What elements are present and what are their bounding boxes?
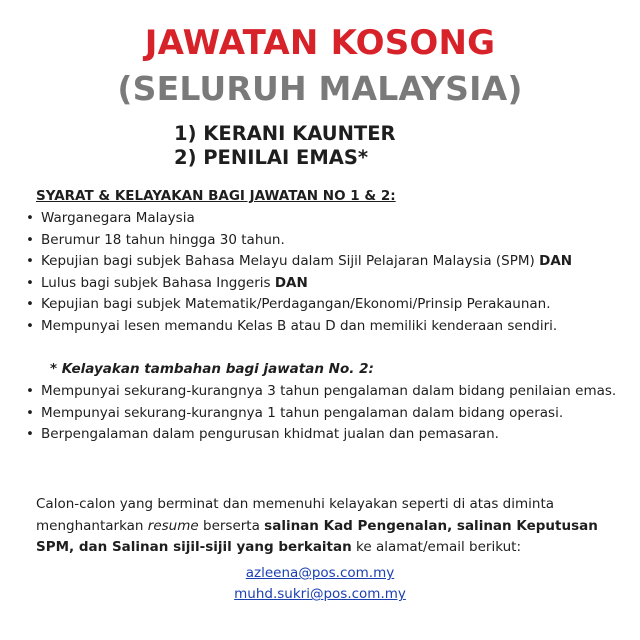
list-item <box>24 251 624 273</box>
requirement-text: Berumur 18 tahun hingga 30 tahun. <box>41 231 285 248</box>
bullet-icon: • <box>26 274 34 291</box>
email-contacts <box>0 563 640 605</box>
requirement-text: Warganegara Malaysia <box>41 210 195 226</box>
closing-text: ke alamat/email berikut: <box>351 539 522 555</box>
requirement-emphasis: DAN <box>274 274 308 291</box>
position-item: 2) PENILAI EMAS* <box>174 146 369 169</box>
bullet-icon: • <box>26 210 34 226</box>
bullet-icon: • <box>26 253 34 269</box>
list-item <box>24 424 624 446</box>
extra-requirements-heading: * Kelayakan tambahan bagi jawatan No. 2: <box>50 361 374 377</box>
extra-requirement-text: Berpengalaman dalam pengurusan khidmat jualan dan pemasaran. <box>41 426 499 442</box>
requirement-text: Mempunyai lesen memandu Kelas B atau D dan memiliki kenderaan sendiri. <box>41 317 558 334</box>
list-item <box>24 316 624 338</box>
closing-text: berserta <box>198 517 265 534</box>
list-item <box>24 403 624 425</box>
list-item <box>24 208 624 230</box>
bullet-icon: • <box>26 404 34 421</box>
email-link[interactable]: azleena@pos.com.my <box>245 565 395 581</box>
bullet-icon: • <box>26 383 34 399</box>
title-subtitle: (SELURUH MALAYSIA) <box>117 69 523 108</box>
position-item: 1) KERANI KAUNTER <box>174 122 396 145</box>
list-item <box>24 230 624 252</box>
closing-line: Calon-calon yang berminat dan memenuhi kelayakan seperti di atas diminta <box>36 496 555 512</box>
list-item <box>24 381 631 403</box>
requirement-text: Kepujian bagi subjek Matematik/Perdagangan/Ekonomi/Prinsip Perakaunan. <box>41 296 551 312</box>
bullet-icon: • <box>26 317 34 334</box>
extra-requirement-text: Mempunyai sekurang-kurangnya 1 tahun pengalaman dalam bidang operasi. <box>41 404 564 421</box>
requirement-text: Lulus bagi subjek Bahasa Inggeris <box>41 274 275 291</box>
bullet-icon: • <box>26 426 34 442</box>
requirements-list <box>24 208 624 337</box>
requirement-emphasis: DAN <box>539 253 573 269</box>
resume-word: resume <box>147 517 199 534</box>
documents-emphasis: SPM, dan Salinan sijil-sijil yang berkaitan <box>36 539 352 555</box>
extra-requirement-text: Mempunyai sekurang-kurangnya 3 tahun pengalaman dalam bidang penilaian emas. <box>41 383 617 399</box>
bullet-icon: • <box>26 231 34 248</box>
list-item <box>24 294 624 316</box>
closing-line <box>36 516 616 538</box>
requirements-heading: SYARAT & KELAYAKAN BAGI JAWATAN NO 1 & 2: <box>36 188 396 204</box>
bullet-icon: • <box>26 296 34 312</box>
requirement-text: Kepujian bagi subjek Bahasa Melayu dalam Sijil Pelajaran Malaysia (SPM) <box>41 253 540 269</box>
closing-line <box>36 537 616 559</box>
extra-requirements-list <box>24 381 624 446</box>
positions-list <box>174 122 396 170</box>
closing-text: menghantarkan <box>36 517 148 534</box>
list-item <box>24 273 624 295</box>
documents-emphasis: salinan Kad Pengenalan, salinan Keputusan <box>264 517 598 534</box>
title-main: JAWATAN KOSONG <box>144 23 496 63</box>
closing-paragraph <box>36 494 616 559</box>
email-link[interactable]: muhd.sukri@pos.com.my <box>234 586 406 602</box>
